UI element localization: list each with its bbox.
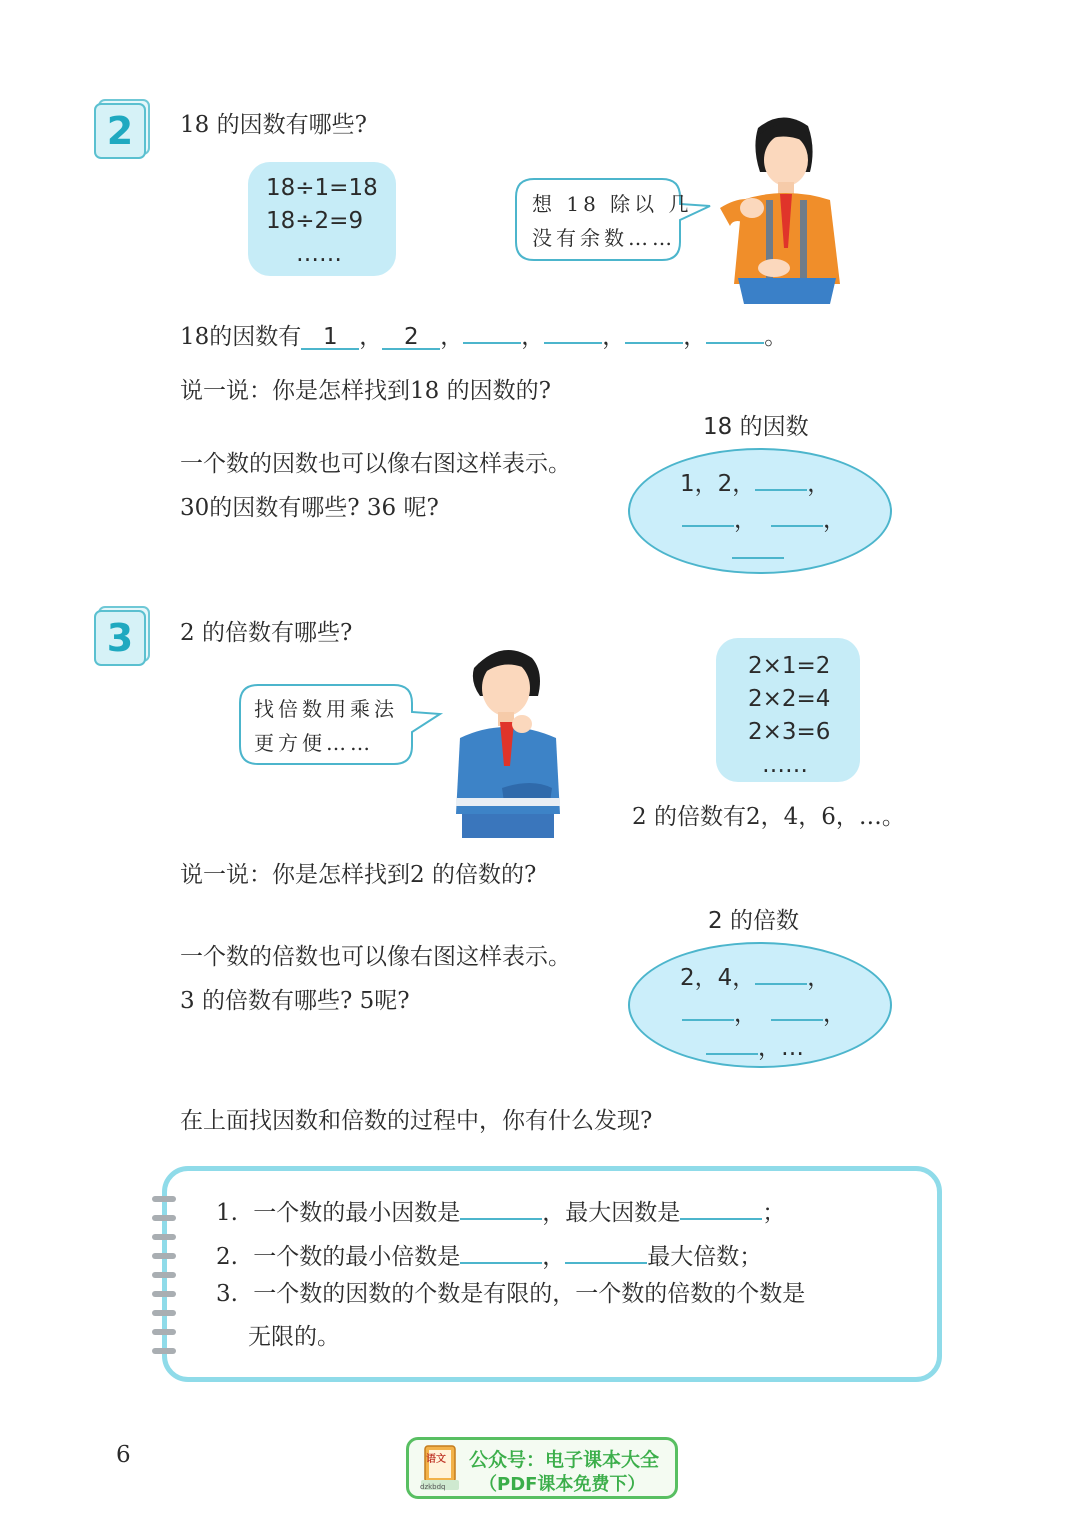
item-number: 3. xyxy=(216,1281,238,1307)
factor-blank[interactable] xyxy=(706,320,764,344)
factor-diagram-row xyxy=(682,503,846,532)
section-2-discuss: 说一说：你是怎样找到18 的因数的? xyxy=(180,378,551,404)
footer-line-1: 公众号：电子课本大全 xyxy=(469,1449,660,1471)
continuation: ，… xyxy=(758,1035,804,1061)
section-2-represent-text: 一个数的因数也可以像右图这样表示。 xyxy=(180,451,571,477)
section-3-question: 2 的倍数有哪些? xyxy=(180,620,353,646)
multiple-diagram-row xyxy=(706,1031,804,1060)
separator: ， xyxy=(823,507,846,533)
division-box xyxy=(248,162,396,276)
diagram-blank[interactable] xyxy=(732,535,784,559)
separator: ， xyxy=(807,965,831,991)
notebook-item-2 xyxy=(216,1240,762,1269)
logo-subtext: dzkbdq xyxy=(420,1483,446,1491)
discovery-question: 在上面找因数和倍数的过程中，你有什么发现? xyxy=(180,1108,653,1134)
multiplication-box xyxy=(716,638,860,782)
diagram-blank[interactable] xyxy=(755,961,807,985)
separator: ， xyxy=(602,324,626,350)
factor-value: 1 xyxy=(322,324,338,350)
factor-blank[interactable] xyxy=(625,320,683,344)
item-text: ，最大因数是 xyxy=(542,1200,681,1226)
factor-answer-line xyxy=(180,320,787,350)
factor-blank-filled xyxy=(301,326,359,350)
factor-diagram-row xyxy=(732,535,784,563)
calc-line: 2×3=6 xyxy=(748,719,831,745)
section-2-badge xyxy=(94,99,146,151)
calc-line: 2×1=2 xyxy=(748,653,831,679)
diagram-blank[interactable] xyxy=(771,503,823,527)
bubble-line: 没有余数…… xyxy=(532,226,676,250)
notebook-item-3 xyxy=(216,1283,805,1306)
separator: ， xyxy=(683,324,707,350)
item-text: 一个数的最小倍数是 xyxy=(253,1244,461,1270)
separator: ， xyxy=(807,471,831,497)
girl-illustration xyxy=(712,108,852,304)
answer-blank[interactable] xyxy=(565,1240,647,1264)
section-number: 3 xyxy=(94,610,146,666)
bubble-line: 更方便…… xyxy=(254,731,374,755)
section-3-represent-text: 一个数的倍数也可以像右图这样表示。 xyxy=(180,944,571,970)
calc-line: …… xyxy=(762,752,808,778)
separator: ， xyxy=(823,1001,846,1027)
section-2-question-30-36: 30的因数有哪些? 36 呢? xyxy=(180,495,439,521)
item-text: 一个数的因数的个数是有限的，一个数的倍数的个数是 xyxy=(253,1281,806,1307)
diagram-blank[interactable] xyxy=(771,997,823,1021)
separator: ， xyxy=(440,324,464,350)
item-number: 1. xyxy=(216,1200,238,1226)
answer-blank[interactable] xyxy=(680,1196,762,1220)
boy-illustration xyxy=(452,638,564,838)
diagram-values: 1，2， xyxy=(680,471,756,497)
factor-value: 2 xyxy=(403,324,419,350)
footer-watermark-badge xyxy=(406,1437,678,1499)
separator: ， xyxy=(734,507,757,533)
item-number: 2. xyxy=(216,1244,238,1270)
bubble-line: 找倍数用乘法 xyxy=(254,697,398,721)
diagram-values: 2，4， xyxy=(680,965,756,991)
period: 。 xyxy=(764,324,788,350)
notebook-rings xyxy=(152,1196,182,1356)
notebook-item-3-continued: 无限的。 xyxy=(248,1324,340,1350)
factor-diagram-title: 18 的因数 xyxy=(703,414,809,440)
item-text: 最大倍数； xyxy=(647,1244,763,1270)
section-2-question: 18 的因数有哪些? xyxy=(180,112,367,138)
section-3-discuss: 说一说：你是怎样找到2 的倍数的? xyxy=(180,862,537,888)
factor-blank[interactable] xyxy=(463,320,521,344)
multiple-diagram-row xyxy=(682,997,846,1026)
section-number: 2 xyxy=(94,103,146,159)
diagram-blank[interactable] xyxy=(682,503,734,527)
speech-bubble-text xyxy=(254,692,398,760)
factor-diagram-row xyxy=(680,467,830,496)
factor-prefix: 18的因数有 xyxy=(180,324,302,350)
multiple-diagram-row xyxy=(680,961,830,990)
bubble-line: 想 18 除以 几 xyxy=(532,192,693,216)
logo-text: 语文 xyxy=(426,1454,446,1465)
item-text: ， xyxy=(542,1244,566,1270)
factor-blank[interactable] xyxy=(544,320,602,344)
calc-line: …… xyxy=(296,241,342,267)
separator: ， xyxy=(734,1001,757,1027)
diagram-blank[interactable] xyxy=(682,997,734,1021)
factor-blank-filled xyxy=(382,326,440,350)
multiple-diagram-title: 2 的倍数 xyxy=(708,908,799,934)
calc-line: 18÷1=18 xyxy=(266,175,378,201)
item-text: ； xyxy=(762,1200,786,1226)
diagram-blank[interactable] xyxy=(706,1031,758,1055)
separator: ， xyxy=(521,324,545,350)
section-3-question-3-5: 3 的倍数有哪些? 5呢? xyxy=(180,988,410,1014)
page-number: 6 xyxy=(116,1442,131,1468)
answer-blank[interactable] xyxy=(460,1196,542,1220)
section-3-badge xyxy=(94,606,146,658)
calc-line: 2×2=4 xyxy=(748,686,831,712)
multiples-of-2-text: 2 的倍数有2，4，6，…。 xyxy=(632,804,905,830)
answer-blank[interactable] xyxy=(460,1240,542,1264)
diagram-blank[interactable] xyxy=(755,467,807,491)
notebook-item-1 xyxy=(216,1196,785,1225)
separator: ， xyxy=(359,324,383,350)
calc-line: 18÷2=9 xyxy=(266,208,364,234)
item-text: 一个数的最小因数是 xyxy=(253,1200,461,1226)
footer-line-2: （PDF课本免费下） xyxy=(479,1474,646,1495)
speech-bubble-text xyxy=(532,187,693,255)
